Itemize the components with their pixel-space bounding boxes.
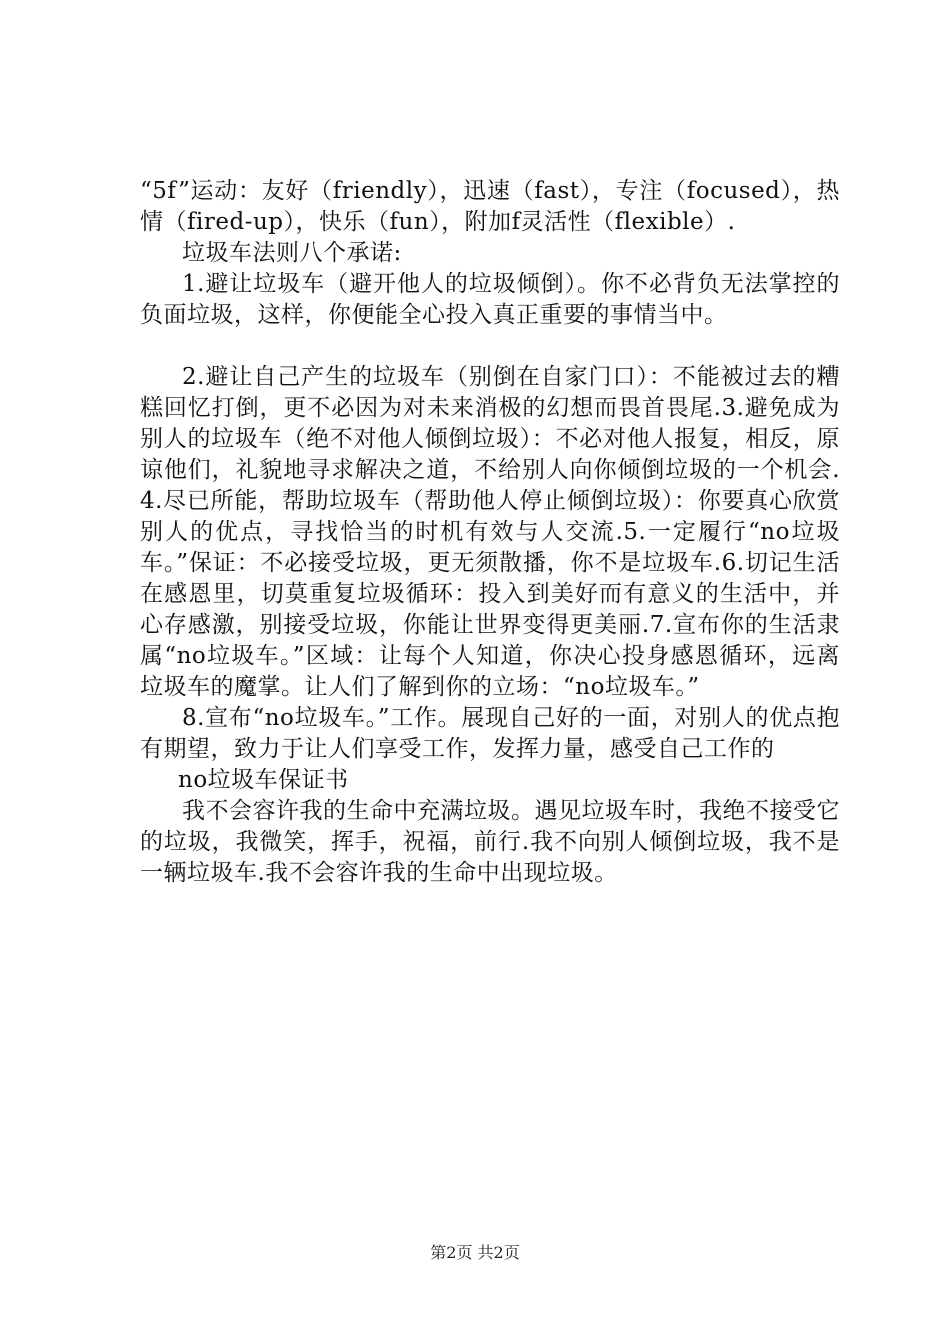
paragraph-promise-8: 8.宣布“no垃圾车。”工作。展现自己好的一面，对别人的优点抱有期望，致力于让人们享受工作，发挥力量，感受自己工作的 bbox=[140, 705, 840, 762]
paragraph-5f-movement: “5f”运动：友好（friendly），迅速（fast），专注（focused），热情（fired-up），快乐（fun），附加f灵活性（flexible）. bbox=[140, 178, 840, 235]
paragraph-gap bbox=[140, 331, 840, 362]
page-number-label: 第2页 共2页 bbox=[430, 1243, 520, 1262]
paragraph-pledge-body: 我不会容许我的生命中充满垃圾。遇见垃圾车时，我绝不接受它的垃圾，我微笑，挥手，祝福，前行.我不向别人倾倒垃圾，我不是一辆垃圾车.我不会容许我的生命中出现垃圾。 bbox=[140, 798, 840, 886]
paragraph-heading-eight-promises: 垃圾车法则八个承诺: bbox=[182, 240, 402, 266]
paragraph-pledge-title: no垃圾车保证书 bbox=[178, 767, 349, 793]
page-footer bbox=[0, 1243, 950, 1263]
paragraph-promise-1: 1.避让垃圾车（避开他人的垃圾倾倒）。你不必背负无法掌控的负面垃圾，这样，你便能全心投入真正重要的事情当中。 bbox=[140, 271, 840, 328]
document-body bbox=[140, 176, 840, 889]
paragraph-promises-2-7: 2.避让自己产生的垃圾车（别倒在自家门口）：不能被过去的糟糕回忆打倒，更不必因为对未来消极的幻想而畏首畏尾.3.避免成为别人的垃圾车（绝不对他人倾倒垃圾）：不必对他人报复，相反，原谅他们，礼貌地寻求解决之道，不给别人向你倾倒垃圾的一个机会.4.尽已所能，帮助垃圾车（帮助他人停止倾倒垃圾）：你要真心欣赏别人的优点，寻找恰当的时机有效与人交流.5.一定履行“no垃圾车。”保证：不必接受垃圾，更无须散播，你不是垃圾车.6.切记生活在感恩里，切莫重复垃圾循环：投入到美好而有意义的生活中，并心存感激，别接受垃圾，你能让世界变得更美丽.7.宣布你的生活隶属“no垃圾车。”区域：让每个人知道，你决心投身感恩循环，远离垃圾车的魔掌。让人们了解到你的立场：“no垃圾车。” bbox=[140, 364, 840, 700]
